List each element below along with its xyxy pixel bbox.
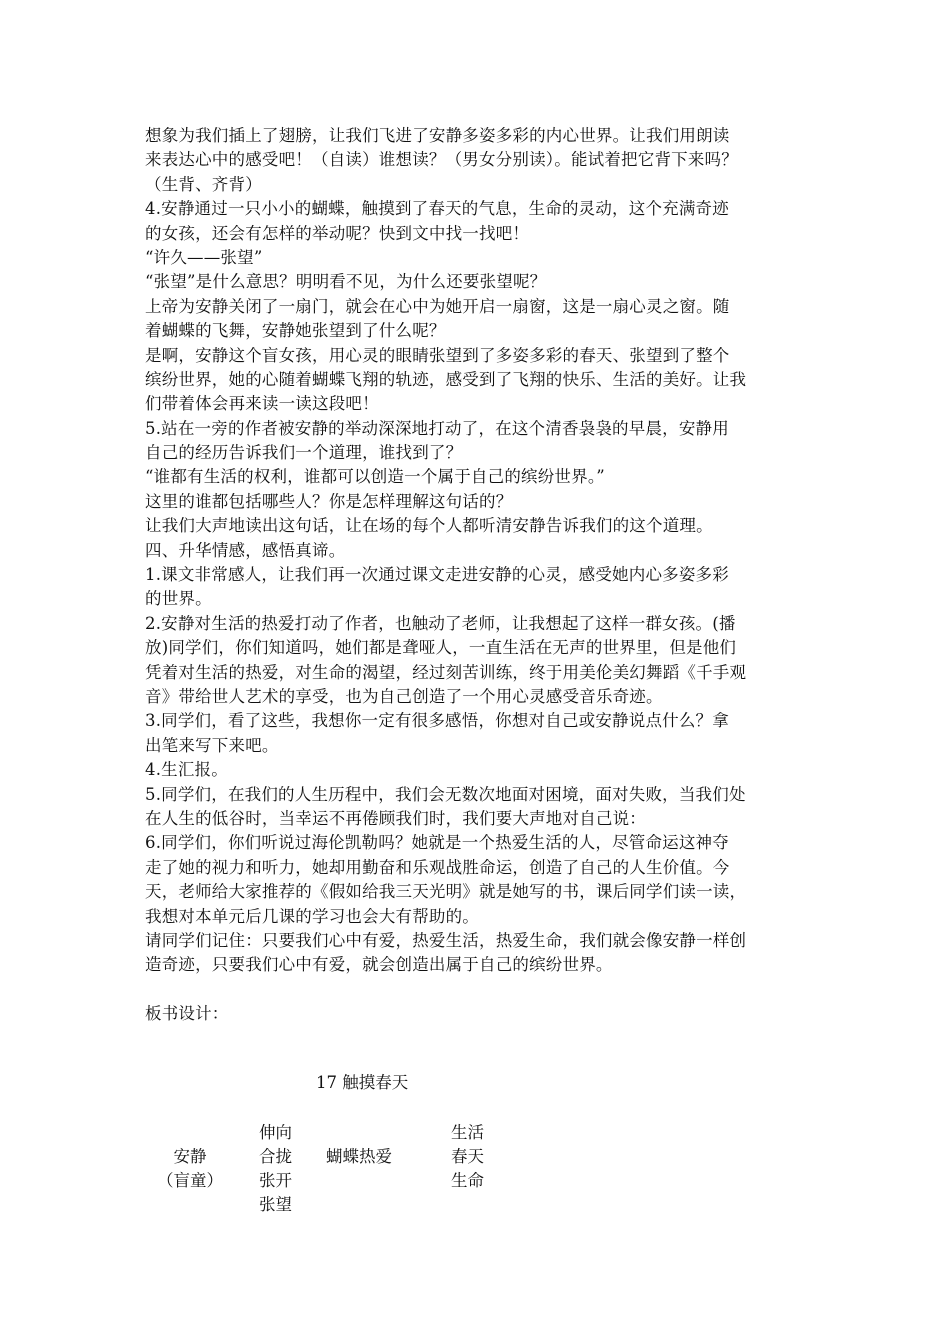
body-line: 1.课文非常感人，让我们再一次通过课文走进安静的心灵，感受她内心多姿多彩 <box>145 565 729 585</box>
board-action: 伸向 <box>259 1123 292 1142</box>
body-line: 我想对本单元后几课的学习也会大有帮助的。 <box>145 906 479 926</box>
body-line: （生背、齐背） <box>145 174 262 194</box>
board-subject <box>150 1145 230 1193</box>
body-line: 造奇迹，只要我们心中有爱，就会创造出属于自己的缤纷世界。 <box>145 955 613 975</box>
board-subject-note: （盲童） <box>157 1171 223 1190</box>
body-line: 的世界。 <box>145 589 212 609</box>
body-line: 想象为我们插上了翅膀，让我们飞进了安静多姿多彩的内心世界。让我们用朗读 <box>145 126 730 145</box>
body-line: “许久——张望” <box>145 247 263 267</box>
section-heading: 四、升华情感，感悟真谛。 <box>145 540 346 560</box>
body-line: 凭着对生活的热爱，对生命的渴望，经过刻苦训练，终于用美伦美幻舞蹈《千手观 <box>145 662 747 682</box>
body-line: 在人生的低谷时，当幸运不再倦顾我们时，我们要大声地对自己说： <box>145 808 646 828</box>
body-line: 上帝为安静关闭了一扇门，就会在心中为她开启一扇窗，这是一扇心灵之窗。随 <box>145 296 730 316</box>
body-line: 5.站在一旁的作者被安静的举动深深地打动了，在这个清香袅袅的早晨，安静用 <box>145 418 729 438</box>
board-action: 张望 <box>259 1195 292 1214</box>
body-line: 这里的谁都包括哪些人？你是怎样理解这句话的？ <box>145 491 513 511</box>
body-line: “张望”是什么意思？明明看不见，为什么还要张望呢？ <box>145 272 547 292</box>
body-line: 5.同学们，在我们的人生历程中，我们会无数次地面对困境，面对失败，当我们处 <box>145 784 746 804</box>
board-action: 合拢 <box>259 1147 292 1166</box>
body-line: 2.安静对生活的热爱打动了作者，也触动了老师，让我想起了这样一群女孩。(播 <box>145 613 736 633</box>
body-line: “谁都有生活的权利，谁都可以创造一个属于自己的缤纷世界。” <box>145 467 605 487</box>
board-center: 蝴蝶热爱 <box>326 1147 392 1166</box>
body-line: 出笔来写下来吧。 <box>145 735 279 755</box>
body-line: 们带着体会再来读一读这段吧！ <box>145 394 379 414</box>
body-line: 着蝴蝶的飞舞，安静她张望到了什么呢？ <box>145 321 446 341</box>
body-line: 的女孩，还会有怎样的举动呢？快到文中找一找吧！ <box>145 223 530 243</box>
body-line: 请同学们记住：只要我们心中有爱，热爱生活，热爱生命，我们就会像安静一样创 <box>145 930 747 950</box>
body-line: 自己的经历告诉我们一个道理，谁找到了？ <box>145 443 463 463</box>
board-action: 张开 <box>259 1171 292 1190</box>
body-line: 缤纷世界，她的心随着蝴蝶飞翔的轨迹，感受到了飞翔的快乐、生活的美好。让我 <box>145 369 747 389</box>
board-title: 17 触摸春天 <box>316 1073 409 1092</box>
body-line: 走了她的视力和听力，她却用勤奋和乐观战胜命运，创造了自己的人生价值。今 <box>145 857 730 877</box>
body-line: 音》带给世人艺术的享受，也为自己创造了一个用心灵感受音乐奇迹。 <box>145 686 663 706</box>
body-line: 天，老师给大家推荐的《假如给我三天光明》就是她写的书，课后同学们读一读， <box>145 882 747 902</box>
body-line: 4.生汇报。 <box>145 760 228 780</box>
board-themes <box>451 1121 484 1193</box>
document-body <box>145 124 813 1026</box>
board-actions <box>259 1121 292 1217</box>
blank-line <box>145 978 813 1002</box>
body-line: 来表达心中的感受吧！（自读）谁想读？（男女分别读）。能试着把它背下来吗？ <box>145 150 738 170</box>
body-line: 6.同学们，你们听说过海伦凯勒吗？她就是一个热爱生活的人，尽管命运这神夺 <box>145 833 729 853</box>
board-theme: 春天 <box>451 1147 484 1166</box>
body-line: 让我们大声地读出这句话，让在场的每个人都听清安静告诉我们的这个道理。 <box>145 516 713 536</box>
board-heading: 板书设计： <box>145 1004 229 1024</box>
body-line: 3.同学们，看了这些，我想你一定有很多感悟，你想对自己或安静说点什么？拿 <box>145 711 729 731</box>
board-theme: 生活 <box>451 1123 484 1142</box>
board-theme: 生命 <box>451 1171 484 1190</box>
board-subject-name: 安静 <box>173 1147 207 1166</box>
body-line: 是啊，安静这个盲女孩，用心灵的眼睛张望到了多姿多彩的春天、张望到了整个 <box>145 345 730 365</box>
body-line: 4.安静通过一只小小的蝴蝶，触摸到了春天的气息，生命的灵动，这个充满奇迹 <box>145 199 729 219</box>
body-line: 放)同学们，你们知道吗，她们都是聋哑人，一直生活在无声的世界里，但是他们 <box>145 638 737 658</box>
